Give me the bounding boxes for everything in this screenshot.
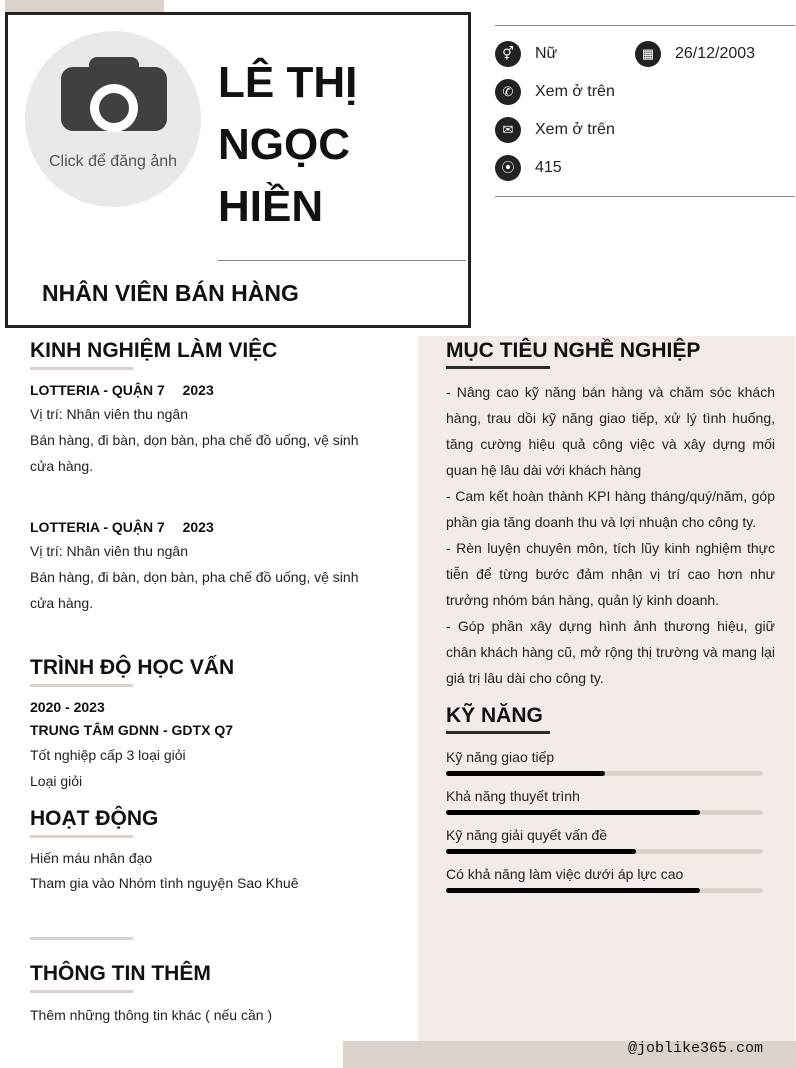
experience-header xyxy=(30,381,370,399)
skill-bar-fill xyxy=(446,810,700,815)
contact-top-divider xyxy=(495,25,795,26)
email-value: Xem ở trên xyxy=(535,121,615,138)
objective-text xyxy=(446,379,775,691)
education-school: TRUNG TÂM GDNN - GDTX Q7 xyxy=(30,722,233,738)
full-name xyxy=(218,52,463,238)
skill-item xyxy=(446,787,763,815)
name-line: LÊ THỊ xyxy=(218,58,358,107)
experience-description: Bán hàng, đi bàn, dọn bàn, pha chế đồ uống, vệ sinh xyxy=(30,569,359,585)
extra-title: THÔNG TIN THÊM xyxy=(30,962,211,985)
extra-text: Thêm những thông tin khác ( nếu cần ) xyxy=(30,1007,273,1023)
skill-bar-track xyxy=(446,888,763,893)
extra-top-line xyxy=(30,937,133,940)
experience-description: cửa hàng. xyxy=(30,458,94,474)
photo-caption: Click để đăng ảnh xyxy=(48,153,178,170)
skill-label: Khả năng thuyết trình xyxy=(446,788,580,804)
skill-bar-fill xyxy=(446,849,636,854)
skill-bar-track xyxy=(446,849,763,854)
skill-item xyxy=(446,865,763,893)
calendar-icon: ▦ xyxy=(635,41,661,67)
skill-bar-fill xyxy=(446,888,700,893)
education-grade: Loại giỏi xyxy=(30,773,83,789)
activities-underline xyxy=(30,835,133,838)
experience-item xyxy=(30,518,370,616)
email-icon: ✉ xyxy=(495,117,521,143)
extra-underline xyxy=(30,990,133,993)
company-name: LOTTERIA - QUẬN 7 xyxy=(30,382,165,398)
skills-underline xyxy=(446,731,550,734)
phone-icon: ✆ xyxy=(495,79,521,105)
experience-item xyxy=(30,381,370,479)
objective-paragraph: - Nâng cao kỹ năng bán hàng và chăm sóc khách hàng, trau dồi kỹ năng giao tiếp, xử lý tình huống, tăng cường hiệu quả công việc và xây dựng mối quan hệ lâu dài với khách hàng xyxy=(446,384,775,478)
birthdate-value: 26/12/2003 xyxy=(675,45,756,62)
experience-year: 2023 xyxy=(182,382,214,398)
name-line: HIỀN xyxy=(218,182,324,231)
name-line: NGỌC xyxy=(218,120,350,169)
skill-label: Kỹ năng giải quyết vấn đề xyxy=(446,827,608,843)
location-icon: ⦿ xyxy=(495,155,521,181)
skills-title: KỸ NĂNG xyxy=(446,704,543,727)
experience-position: Vị trí: Nhân viên thu ngân xyxy=(30,406,188,422)
address-value: 415 xyxy=(535,159,562,176)
objective-paragraph: - Cam kết hoàn thành KPI hàng tháng/quý/năm, góp phần gia tăng doanh thu và lợi nhuận cho công ty. xyxy=(446,488,775,530)
skill-bar-track xyxy=(446,771,763,776)
education-detail: Tốt nghiệp cấp 3 loại giỏi xyxy=(30,747,186,763)
education-underline xyxy=(30,684,133,687)
activities-title: HOẠT ĐỘNG xyxy=(30,807,159,830)
skill-item xyxy=(446,826,763,854)
experience-position: Vị trí: Nhân viên thu ngân xyxy=(30,543,188,559)
skill-bar-fill xyxy=(446,771,605,776)
skill-label: Có khả năng làm việc dưới áp lực cao xyxy=(446,866,684,882)
objective-title: MỤC TIÊU NGHỀ NGHIỆP xyxy=(446,339,701,362)
gender-icon: ⚥ xyxy=(495,41,521,67)
gender-value: Nữ xyxy=(535,45,558,62)
footer-watermark[interactable]: @joblike365.com xyxy=(628,1040,764,1057)
company-name: LOTTERIA - QUẬN 7 xyxy=(30,519,165,535)
skill-item xyxy=(446,748,763,776)
skill-label: Kỹ năng giao tiếp xyxy=(446,749,555,765)
objective-underline xyxy=(446,366,550,369)
education-period: 2020 - 2023 xyxy=(30,699,105,715)
education-title: TRÌNH ĐỘ HỌC VẤN xyxy=(30,656,235,679)
experience-header xyxy=(30,518,370,536)
phone-value: Xem ở trên xyxy=(535,83,615,100)
objective-paragraph: - Góp phần xây dựng hình ảnh thương hiệu, giữ chân khách hàng cũ, mở rộng thị trường và mang lại giá trị lâu dài cho công ty. xyxy=(446,618,775,686)
experience-description: Bán hàng, đi bàn, dọn bàn, pha chế đồ uống, vệ sinh xyxy=(30,432,359,448)
camera-lens xyxy=(99,93,129,123)
experience-description: cửa hàng. xyxy=(30,595,94,611)
experience-underline xyxy=(30,367,133,370)
skill-bar-track xyxy=(446,810,763,815)
profile-photo-placeholder[interactable] xyxy=(25,31,201,207)
experience-title: KINH NGHIỆM LÀM VIỆC xyxy=(30,339,278,362)
activity-item: Hiến máu nhân đạo xyxy=(30,850,153,866)
job-title: NHÂN VIÊN BÁN HÀNG xyxy=(42,280,299,306)
objective-paragraph: - Rèn luyện chuyên môn, tích lũy kinh nghiệm thực tiễn để từng bước đảm nhận vị trí cao hơn như trưởng nhóm bán hàng, quản lý kinh doanh. xyxy=(446,540,775,608)
contact-bottom-divider xyxy=(495,196,795,197)
experience-year: 2023 xyxy=(182,519,214,535)
name-divider xyxy=(218,260,466,261)
activity-item: Tham gia vào Nhóm tình nguyện Sao Khuê xyxy=(30,875,299,891)
